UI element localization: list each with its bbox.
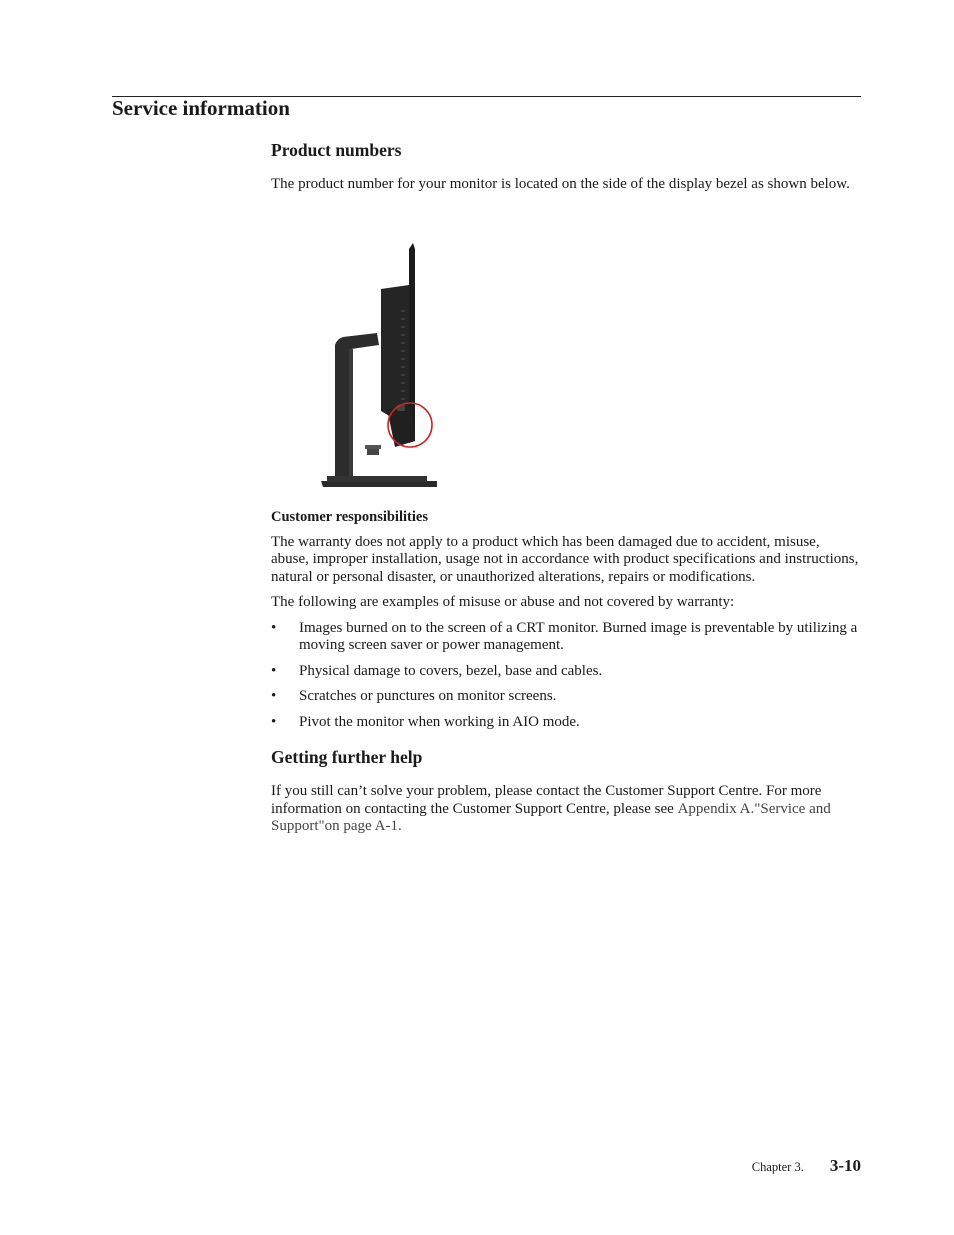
list-item <box>271 663 861 681</box>
list-item-text: Pivot the monitor when working in AIO mode. <box>299 713 580 730</box>
product-numbers-heading: Product numbers <box>271 140 402 160</box>
help-text-end: . <box>397 818 402 834</box>
section-title: Service information <box>112 96 290 120</box>
misuse-intro-paragraph: The following are examples of misuse or abuse and not covered by warranty: <box>271 594 735 610</box>
getting-further-help-heading: Getting further help <box>271 747 423 767</box>
product-numbers-intro: The product number for your monitor is located on the side of the display bezel as shown below. <box>271 176 850 192</box>
footer-chapter: Chapter 3. <box>751 1160 804 1174</box>
misuse-list <box>271 620 861 732</box>
page-footer <box>752 1156 861 1176</box>
bullet-icon: • <box>271 662 277 679</box>
page-number: 3-10 <box>829 1156 861 1175</box>
help-paragraph <box>271 783 861 836</box>
bullet-icon: • <box>271 713 277 730</box>
help-text: If you still can’t solve your problem, please contact the Customer Support Centre. For more information on contacting the Customer Support Centre, please see <box>271 783 822 817</box>
list-item <box>271 714 861 732</box>
list-item <box>271 688 861 706</box>
monitor-bezel-chin <box>387 405 415 447</box>
list-item <box>271 620 861 655</box>
monitor-side-view-icon <box>319 241 489 491</box>
list-item-text: Images burned on to the screen of a CRT monitor. Burned image is preventable by utilizing a moving screen saver or power management. <box>299 619 858 653</box>
appendix-link[interactable]: Appendix A."Service and Support"on page A-1 <box>271 800 831 834</box>
bullet-icon: • <box>271 688 277 704</box>
customer-responsibilities-heading: Customer responsibilities <box>271 508 428 525</box>
bullet-icon: • <box>271 619 277 636</box>
monitor-side-view-figure <box>319 241 489 491</box>
list-item-text: Physical damage to covers, bezel, base and cables. <box>299 662 603 679</box>
warranty-paragraph: The warranty does not apply to a product which has been damaged due to accident, misuse, abuse, improper installation, usage not in accordance with product specifications and instructions, natural or personal disaster, or unauthorized alterations, repairs or modifications. <box>271 533 859 585</box>
page-content <box>271 138 861 836</box>
list-item-text: Scratches or punctures on monitor screens. <box>299 688 557 704</box>
